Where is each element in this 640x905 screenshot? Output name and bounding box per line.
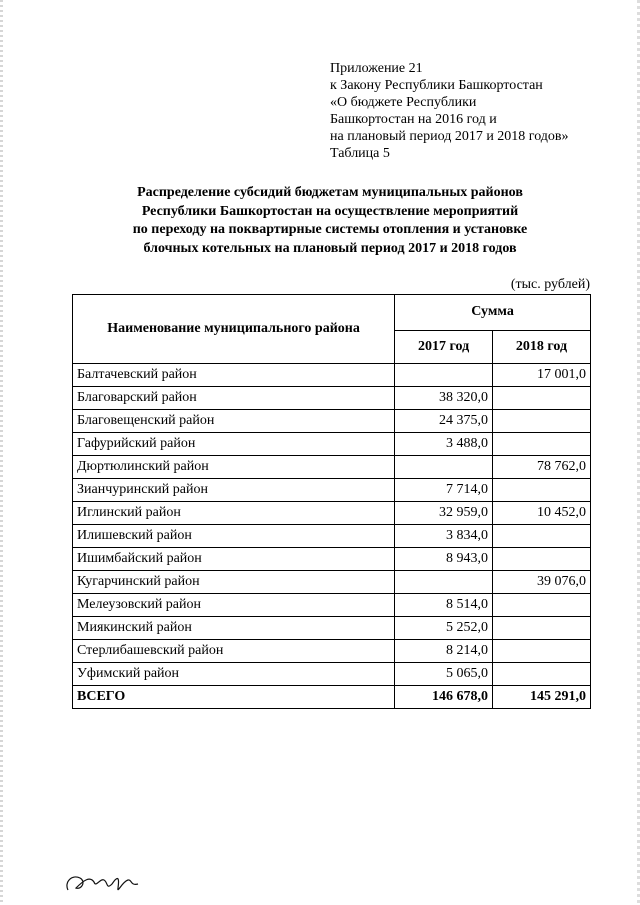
district-name-cell: Уфимский район [73,663,395,686]
district-name-cell: Мелеузовский район [73,594,395,617]
amount-2017-cell: 24 375,0 [395,410,493,433]
amount-2018-cell [493,594,591,617]
amount-2017-cell: 5 252,0 [395,617,493,640]
header-sum: Сумма [395,295,591,331]
table-row [73,410,591,433]
appendix-line: на плановый период 2017 и 2018 годов» [330,129,569,144]
district-name-cell: Благоварский район [73,387,395,410]
table-row [73,502,591,525]
amount-2017-cell: 32 959,0 [395,502,493,525]
appendix-line: «О бюджете Республики [330,95,477,110]
amount-2017-cell: 7 714,0 [395,479,493,502]
amount-2018-cell [493,479,591,502]
table-row [73,364,591,387]
table-row [73,548,591,571]
appendix-reference [330,60,569,162]
amount-2017-cell [395,456,493,479]
district-name-cell: Миякинский район [73,617,395,640]
amount-2018-cell [493,640,591,663]
appendix-line: к Закону Республики Башкортостан [330,78,543,93]
table-row [73,433,591,456]
amount-2017-cell: 5 065,0 [395,663,493,686]
amount-2018-cell: 10 452,0 [493,502,591,525]
table-row [73,663,591,686]
amount-2017-cell: 8 214,0 [395,640,493,663]
scan-edge-left [0,0,3,905]
amount-2018-cell [493,663,591,686]
amount-2018-cell [493,548,591,571]
district-name-cell: Стерлибашевский район [73,640,395,663]
amount-2018-cell [493,525,591,548]
title-line: Распределение субсидий бюджетам муниципальных районов [137,185,523,200]
amount-2017-cell: 3 834,0 [395,525,493,548]
appendix-line: Приложение 21 [330,61,423,76]
amount-2017-cell: 38 320,0 [395,387,493,410]
district-name-cell: Ишимбайский район [73,548,395,571]
amount-2017-cell [395,364,493,387]
header-year-2017: 2017 год [395,330,493,364]
subsidy-table [72,294,591,709]
amount-2018-cell [493,410,591,433]
total-2018: 145 291,0 [493,686,591,709]
table-body [73,364,591,686]
amount-2018-cell [493,387,591,410]
units-note: (тыс. рублей) [510,277,590,292]
table-row [73,571,591,594]
signature-mark [60,860,150,900]
table-row [73,387,591,410]
table-row [73,594,591,617]
table-row [73,456,591,479]
title-line: блочных котельных на плановый период 2017 и 2018 годов [143,240,517,256]
total-label: ВСЕГО [73,686,395,709]
header-year-2018: 2018 год [493,330,591,364]
amount-2018-cell: 78 762,0 [493,456,591,479]
amount-2017-cell [395,571,493,594]
amount-2018-cell [493,433,591,456]
table-row [73,525,591,548]
amount-2017-cell: 3 488,0 [395,433,493,456]
district-name-cell: Зианчуринский район [73,479,395,502]
amount-2017-cell: 8 943,0 [395,548,493,571]
district-name-cell: Илишевский район [73,525,395,548]
district-name-cell: Иглинский район [73,502,395,525]
table-row [73,617,591,640]
header-district-name: Наименование муниципального района [73,295,395,364]
document-title [70,184,590,258]
amount-2018-cell [493,617,591,640]
total-2017: 146 678,0 [395,686,493,709]
district-name-cell: Благовещенский район [73,410,395,433]
district-name-cell: Дюртюлинский район [73,456,395,479]
title-line: по переходу на поквартирные системы отопления и установке [132,222,528,237]
table-row [73,479,591,502]
total-row [73,686,591,709]
district-name-cell: Балтачевский район [73,364,395,387]
district-name-cell: Гафурийский район [73,433,395,456]
table-row [73,640,591,663]
title-line: Республики Башкортостан на осуществление мероприятий [141,203,519,219]
amount-2017-cell: 8 514,0 [395,594,493,617]
appendix-line: Таблица 5 [330,146,390,161]
district-name-cell: Кугарчинский район [73,571,395,594]
appendix-line: Башкортостан на 2016 год и [330,112,497,127]
amount-2018-cell: 39 076,0 [493,571,591,594]
amount-2018-cell: 17 001,0 [493,364,591,387]
